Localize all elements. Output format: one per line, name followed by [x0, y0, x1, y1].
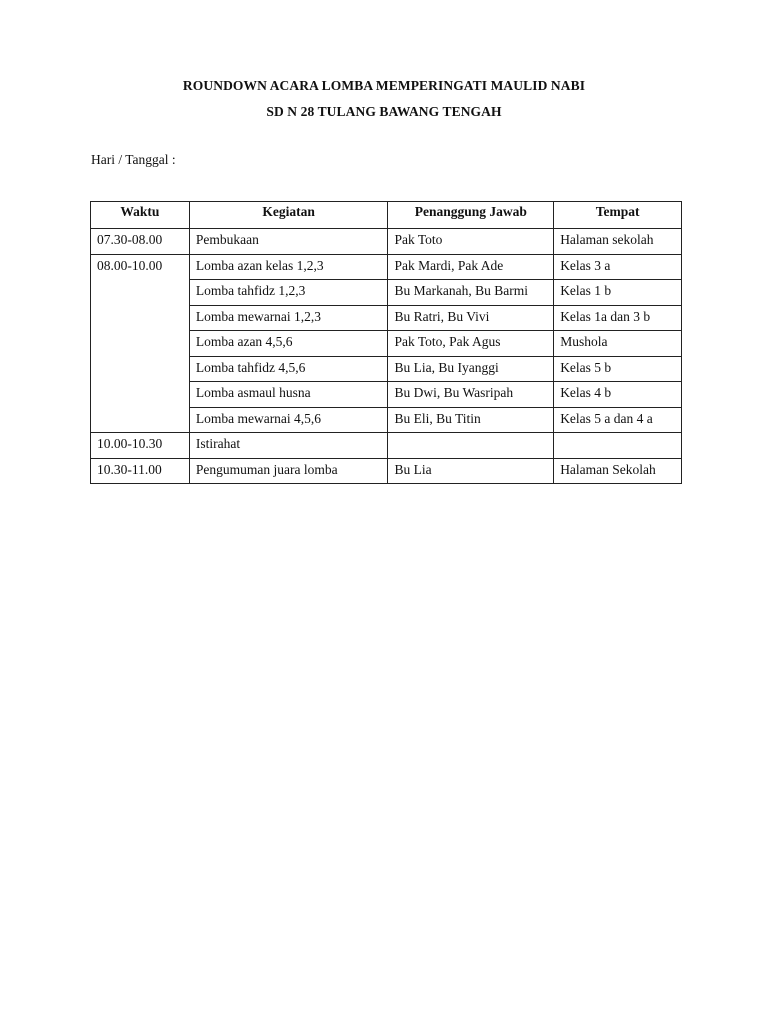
rundown-table: [90, 201, 682, 484]
cell-tempat: Kelas 5 b: [554, 356, 682, 382]
table-row: [91, 433, 682, 459]
cell-penanggung-jawab: Pak Toto: [388, 229, 554, 255]
cell-penanggung-jawab: Bu Markanah, Bu Barmi: [388, 280, 554, 306]
cell-tempat: Kelas 1a dan 3 b: [554, 305, 682, 331]
cell-waktu: 07.30-08.00: [91, 229, 190, 255]
table-header-row: [91, 202, 682, 229]
header-tempat: Tempat: [554, 202, 682, 229]
cell-kegiatan: Lomba tahfidz 4,5,6: [189, 356, 388, 382]
table-row: [91, 229, 682, 255]
cell-kegiatan: Lomba azan kelas 1,2,3: [189, 254, 388, 280]
cell-kegiatan: Lomba asmaul husna: [189, 382, 388, 408]
cell-tempat: Kelas 5 a dan 4 a: [554, 407, 682, 433]
cell-penanggung-jawab: Bu Lia, Bu Iyanggi: [388, 356, 554, 382]
document-title: ROUNDOWN ACARA LOMBA MEMPERINGATI MAULID NABI: [182, 78, 586, 93]
cell-kegiatan: Istirahat: [189, 433, 388, 459]
table-row: [91, 254, 682, 280]
cell-tempat: Halaman sekolah: [554, 229, 682, 255]
cell-kegiatan: Lomba mewarnai 4,5,6: [189, 407, 388, 433]
cell-penanggung-jawab: Bu Ratri, Bu Vivi: [388, 305, 554, 331]
cell-tempat: Kelas 4 b: [554, 382, 682, 408]
cell-kegiatan: Pembukaan: [189, 229, 388, 255]
date-label: Hari / Tanggal :: [91, 152, 176, 167]
table-row: [91, 458, 682, 484]
cell-tempat: Halaman Sekolah: [554, 458, 682, 484]
cell-penanggung-jawab: Pak Mardi, Pak Ade: [388, 254, 554, 280]
cell-waktu: 10.30-11.00: [91, 458, 190, 484]
header-kegiatan: Kegiatan: [189, 202, 388, 229]
cell-waktu: 10.00-10.30: [91, 433, 190, 459]
cell-kegiatan: Lomba tahfidz 1,2,3: [189, 280, 388, 306]
cell-penanggung-jawab: Pak Toto, Pak Agus: [388, 331, 554, 357]
cell-kegiatan: Pengumuman juara lomba: [189, 458, 388, 484]
header-waktu: Waktu: [91, 202, 190, 229]
cell-penanggung-jawab: Bu Lia: [388, 458, 554, 484]
cell-kegiatan: Lomba mewarnai 1,2,3: [189, 305, 388, 331]
cell-penanggung-jawab: Bu Eli, Bu Titin: [388, 407, 554, 433]
cell-tempat: Mushola: [554, 331, 682, 357]
cell-tempat: Kelas 1 b: [554, 280, 682, 306]
cell-penanggung-jawab: Bu Dwi, Bu Wasripah: [388, 382, 554, 408]
document-subtitle: SD N 28 TULANG BAWANG TENGAH: [266, 104, 502, 119]
cell-penanggung-jawab: [388, 433, 554, 459]
header-penanggung-jawab: Penanggung Jawab: [388, 202, 554, 229]
cell-tempat: [554, 433, 682, 459]
cell-tempat: Kelas 3 a: [554, 254, 682, 280]
cell-waktu: 08.00-10.00: [91, 254, 190, 433]
cell-kegiatan: Lomba azan 4,5,6: [189, 331, 388, 357]
